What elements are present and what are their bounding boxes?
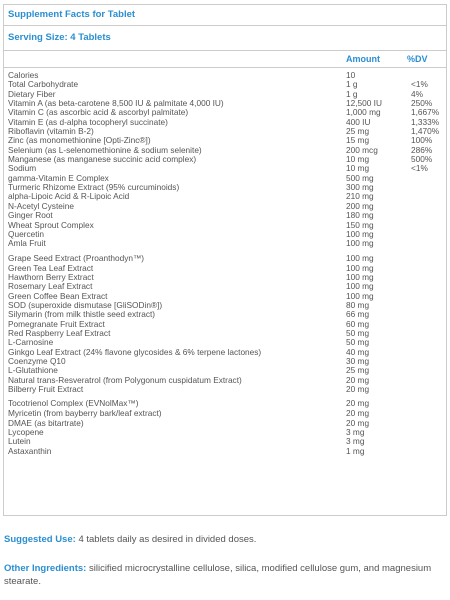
amount-column-header: Amount [346,54,380,64]
nutrient-amount: 20 mg [346,398,370,409]
suggested-use-text: 4 tablets daily as desired in divided doses. [78,534,257,545]
table-row [8,249,444,264]
nutrient-amount: 100 mg [346,252,374,263]
nutrient-amount: 50 mg [346,337,370,348]
serving-size: Serving Size: 4 Tablets [8,32,111,43]
nutrient-name: Sodium [8,163,37,174]
nutrient-amount: 80 mg [346,299,370,310]
nutrient-amount: 12,500 IU [346,98,382,109]
nutrient-amount: 30 mg [346,355,370,366]
nutrient-amount: 15 mg [346,135,370,146]
nutrient-amount: 100 mg [346,238,374,249]
nutrient-amount: 300 mg [346,182,374,193]
nutrient-name: Natural trans-Resveratrol (from Polygonum cuspidatum Extract) [8,374,242,385]
divider [4,67,446,68]
nutrient-name: gamma-Vitamin E Complex [8,172,109,183]
nutrient-dv: 500% [411,154,433,165]
nutrient-amount: 100 mg [346,290,374,301]
nutrient-amount: 100 mg [346,271,374,282]
nutrient-dv: 1,667% [411,107,440,118]
supplement-facts-panel [3,4,447,516]
nutrient-name: Red Raspberry Leaf Extract [8,327,111,338]
nutrient-amount: 20 mg [346,374,370,385]
nutrient-name: alpha-Lipoic Acid & R-Lipoic Acid [8,191,130,202]
nutrient-name: Amla Fruit [8,238,46,249]
nutrient-name: Tocotrienol Complex (EVNolMax™) [8,398,139,409]
nutrient-name: N-Acetyl Cysteine [8,200,74,211]
nutrient-name: Rosemary Leaf Extract [8,281,93,292]
nutrient-dv: 4% [411,88,423,99]
nutrient-name: Ginkgo Leaf Extract (24% flavone glycosides & 6% terpene lactones) [8,346,262,357]
table-row [8,447,444,456]
nutrient-amount: 100 mg [346,262,374,273]
nutrient-name: Vitamin A (as beta-carotene 8,500 IU & palmitate 4,000 IU) [8,98,224,109]
table-row [8,348,444,357]
nutrient-amount: 100 mg [346,228,374,239]
nutrient-name: L-Glutathione [8,365,58,376]
nutrient-amount: 200 mg [346,200,374,211]
nutrient-name: Manganese (as manganese succinic acid complex) [8,154,197,165]
nutrient-name: Green Coffee Bean Extract [8,290,108,301]
nutrient-name: Calories [8,70,39,80]
table-row [8,202,444,211]
table-row [8,357,444,366]
nutrient-amount: 180 mg [346,210,374,221]
nutrient-amount: 1 g [346,88,358,99]
nutrient-name: Lycopene [8,427,44,438]
nutrient-amount: 500 mg [346,172,374,183]
divider [4,25,446,26]
nutrient-name: Astaxanthin [8,445,52,456]
table-row [8,239,444,248]
table-row [8,221,444,230]
nutrient-amount: 210 mg [346,191,374,202]
table-row [8,80,444,89]
nutrient-name: Ginger Root [8,210,53,221]
nutrient-name: Lutein [8,436,31,447]
nutrient-amount: 20 mg [346,408,370,419]
table-row [8,155,444,164]
nutrient-amount: 1 mg [346,445,365,456]
nutrient-amount: 3 mg [346,427,365,438]
nutrient-amount: 400 IU [346,116,371,127]
nutrient-amount: 1,000 mg [346,107,381,118]
dv-column-header: %DV [407,54,428,64]
nutrient-amount: 25 mg [346,365,370,376]
nutrient-amount: 150 mg [346,219,374,230]
nutrient-name: Turmeric Rhizome Extract (95% curcuminoids) [8,182,180,193]
nutrient-amount: 20 mg [346,384,370,394]
other-ingredients-text: silicified microcrystalline cellulose, silica, modified cellulose gum, and magnesium stearate. [4,563,432,587]
suggested-use [4,533,444,546]
nutrient-name: Selenium (as L-selenomethionine & sodium selenite) [8,144,202,155]
nutrient-amount: 66 mg [346,309,370,320]
nutrient-dv: 1,470% [411,126,440,137]
suggested-use-label: Suggested Use: [4,534,76,545]
nutrient-dv: <1% [411,163,428,174]
nutrient-dv: 100% [411,135,433,146]
nutrient-name: Silymarin (from milk thistle seed extract) [8,309,156,320]
nutrient-amount: 10 mg [346,154,370,165]
nutrient-amount: 40 mg [346,346,370,357]
nutrient-dv: <1% [411,79,428,90]
nutrient-name: Vitamin E (as d-alpha tocopheryl succinate) [8,116,168,127]
nutrient-amount: 10 [346,70,356,80]
table-row [8,385,444,394]
nutrient-name: Bilberry Fruit Extract [8,384,84,394]
table-row [8,329,444,338]
nutrient-amount: 50 mg [346,327,370,338]
nutrient-dv: 250% [411,98,433,109]
nutrient-name: Myricetin (from bayberry bark/leaf extract) [8,408,162,419]
nutrient-name: Total Carbohydrate [8,79,79,90]
divider [4,50,446,51]
nutrient-amount: 100 mg [346,281,374,292]
nutrient-name: Vitamin C (as ascorbic acid & ascorbyl palmitate) [8,107,189,118]
other-ingredients-label: Other Ingredients: [4,563,87,574]
nutrient-amount: 10 mg [346,163,370,174]
table-row [8,230,444,239]
nutrient-name: L-Carnosine [8,337,54,348]
nutrient-amount: 200 mcg [346,144,378,155]
nutrient-dv: 286% [411,144,433,155]
nutrient-amount: 25 mg [346,126,370,137]
nutrient-name: Grape Seed Extract (Proanthodyn™) [8,252,145,263]
table-row [8,394,444,409]
nutrient-list [8,71,444,456]
nutrient-dv: 1,333% [411,116,440,127]
nutrient-name: Quercetin [8,228,44,239]
nutrient-name: Hawthorn Berry Extract [8,271,94,282]
nutrient-amount: 60 mg [346,318,370,329]
nutrient-name: Zinc (as monomethionine [Opti-Zinc®]) [8,135,151,146]
nutrient-name: SOD (superoxide dismutase [GliSODin®]) [8,299,163,310]
nutrient-name: Dietary Fiber [8,88,56,99]
table-row [8,428,444,437]
table-row [8,437,444,446]
nutrient-name: Green Tea Leaf Extract [8,262,94,273]
nutrient-name: DMAE (as bitartrate) [8,417,84,428]
nutrient-name: Riboflavin (vitamin B-2) [8,126,94,137]
nutrient-amount: 3 mg [346,436,365,447]
nutrient-name: Wheat Sprout Complex [8,219,94,230]
nutrient-amount: 20 mg [346,417,370,428]
nutrient-name: Pomegranate Fruit Extract [8,318,105,329]
panel-title: Supplement Facts for Tablet [8,9,136,20]
nutrient-name: Coenzyme Q10 [8,355,66,366]
other-ingredients [4,562,444,588]
table-row [8,419,444,428]
nutrient-amount: 1 g [346,79,358,90]
